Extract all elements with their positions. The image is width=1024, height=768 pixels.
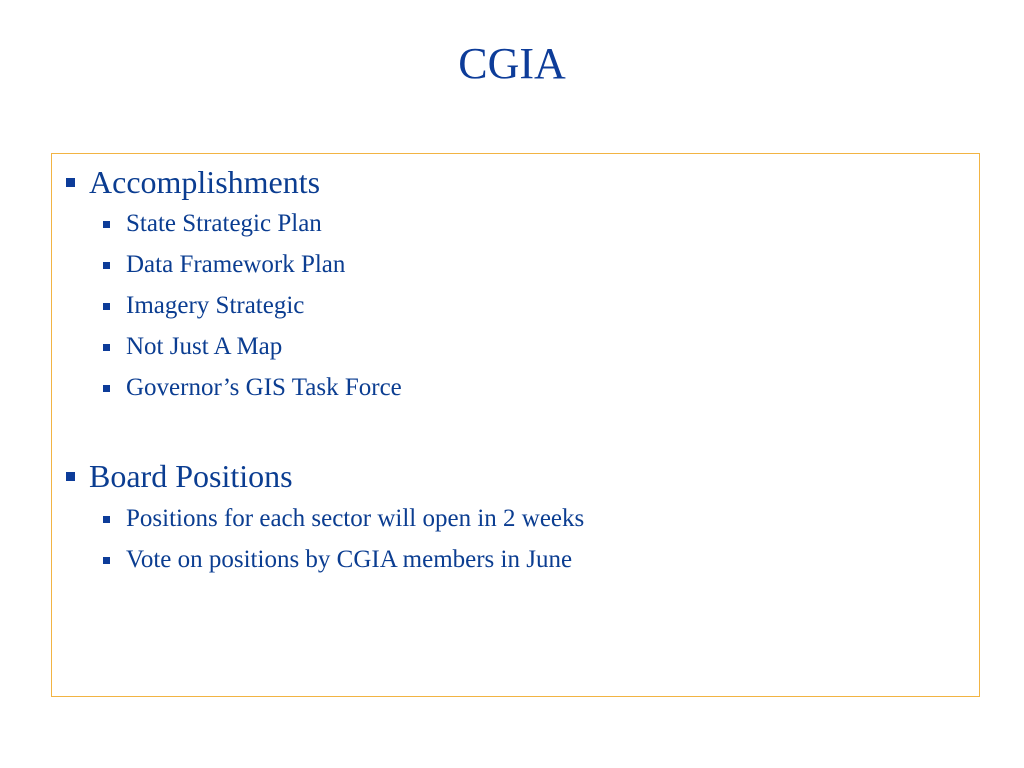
subbullet-governors-gis-task-force bbox=[103, 372, 402, 404]
slide-title: CGIA bbox=[458, 39, 566, 88]
bullet-text: Board Positions bbox=[89, 458, 293, 494]
bullet-board-positions bbox=[66, 456, 293, 496]
subbullet-vote-on-positions bbox=[103, 544, 572, 576]
subbullet-text: State Strategic Plan bbox=[126, 210, 322, 237]
square-bullet-icon bbox=[103, 344, 110, 351]
square-bullet-icon bbox=[103, 385, 110, 392]
subbullet-data-framework-plan bbox=[103, 249, 345, 281]
content-box bbox=[51, 153, 980, 697]
square-bullet-icon bbox=[103, 557, 110, 564]
square-bullet-icon bbox=[66, 472, 75, 481]
square-bullet-icon bbox=[66, 178, 75, 187]
subbullet-text: Vote on positions by CGIA members in June bbox=[126, 546, 573, 573]
square-bullet-icon bbox=[103, 303, 110, 310]
subbullet-text: Imagery Strategic bbox=[126, 292, 305, 319]
bullet-text: Accomplishments bbox=[89, 164, 321, 200]
subbullet-not-just-a-map bbox=[103, 331, 282, 363]
square-bullet-icon bbox=[103, 262, 110, 269]
subbullet-text: Governor’s GIS Task Force bbox=[126, 374, 402, 401]
subbullet-text: Positions for each sector will open in 2 weeks bbox=[126, 505, 585, 532]
subbullet-imagery-strategic bbox=[103, 290, 304, 322]
subbullet-positions-open bbox=[103, 503, 584, 535]
square-bullet-icon bbox=[103, 221, 110, 228]
subbullet-state-strategic-plan bbox=[103, 208, 322, 240]
subbullet-text: Data Framework Plan bbox=[126, 251, 346, 278]
bullet-accomplishments bbox=[66, 162, 320, 202]
square-bullet-icon bbox=[103, 516, 110, 523]
subbullet-text: Not Just A Map bbox=[126, 333, 283, 360]
